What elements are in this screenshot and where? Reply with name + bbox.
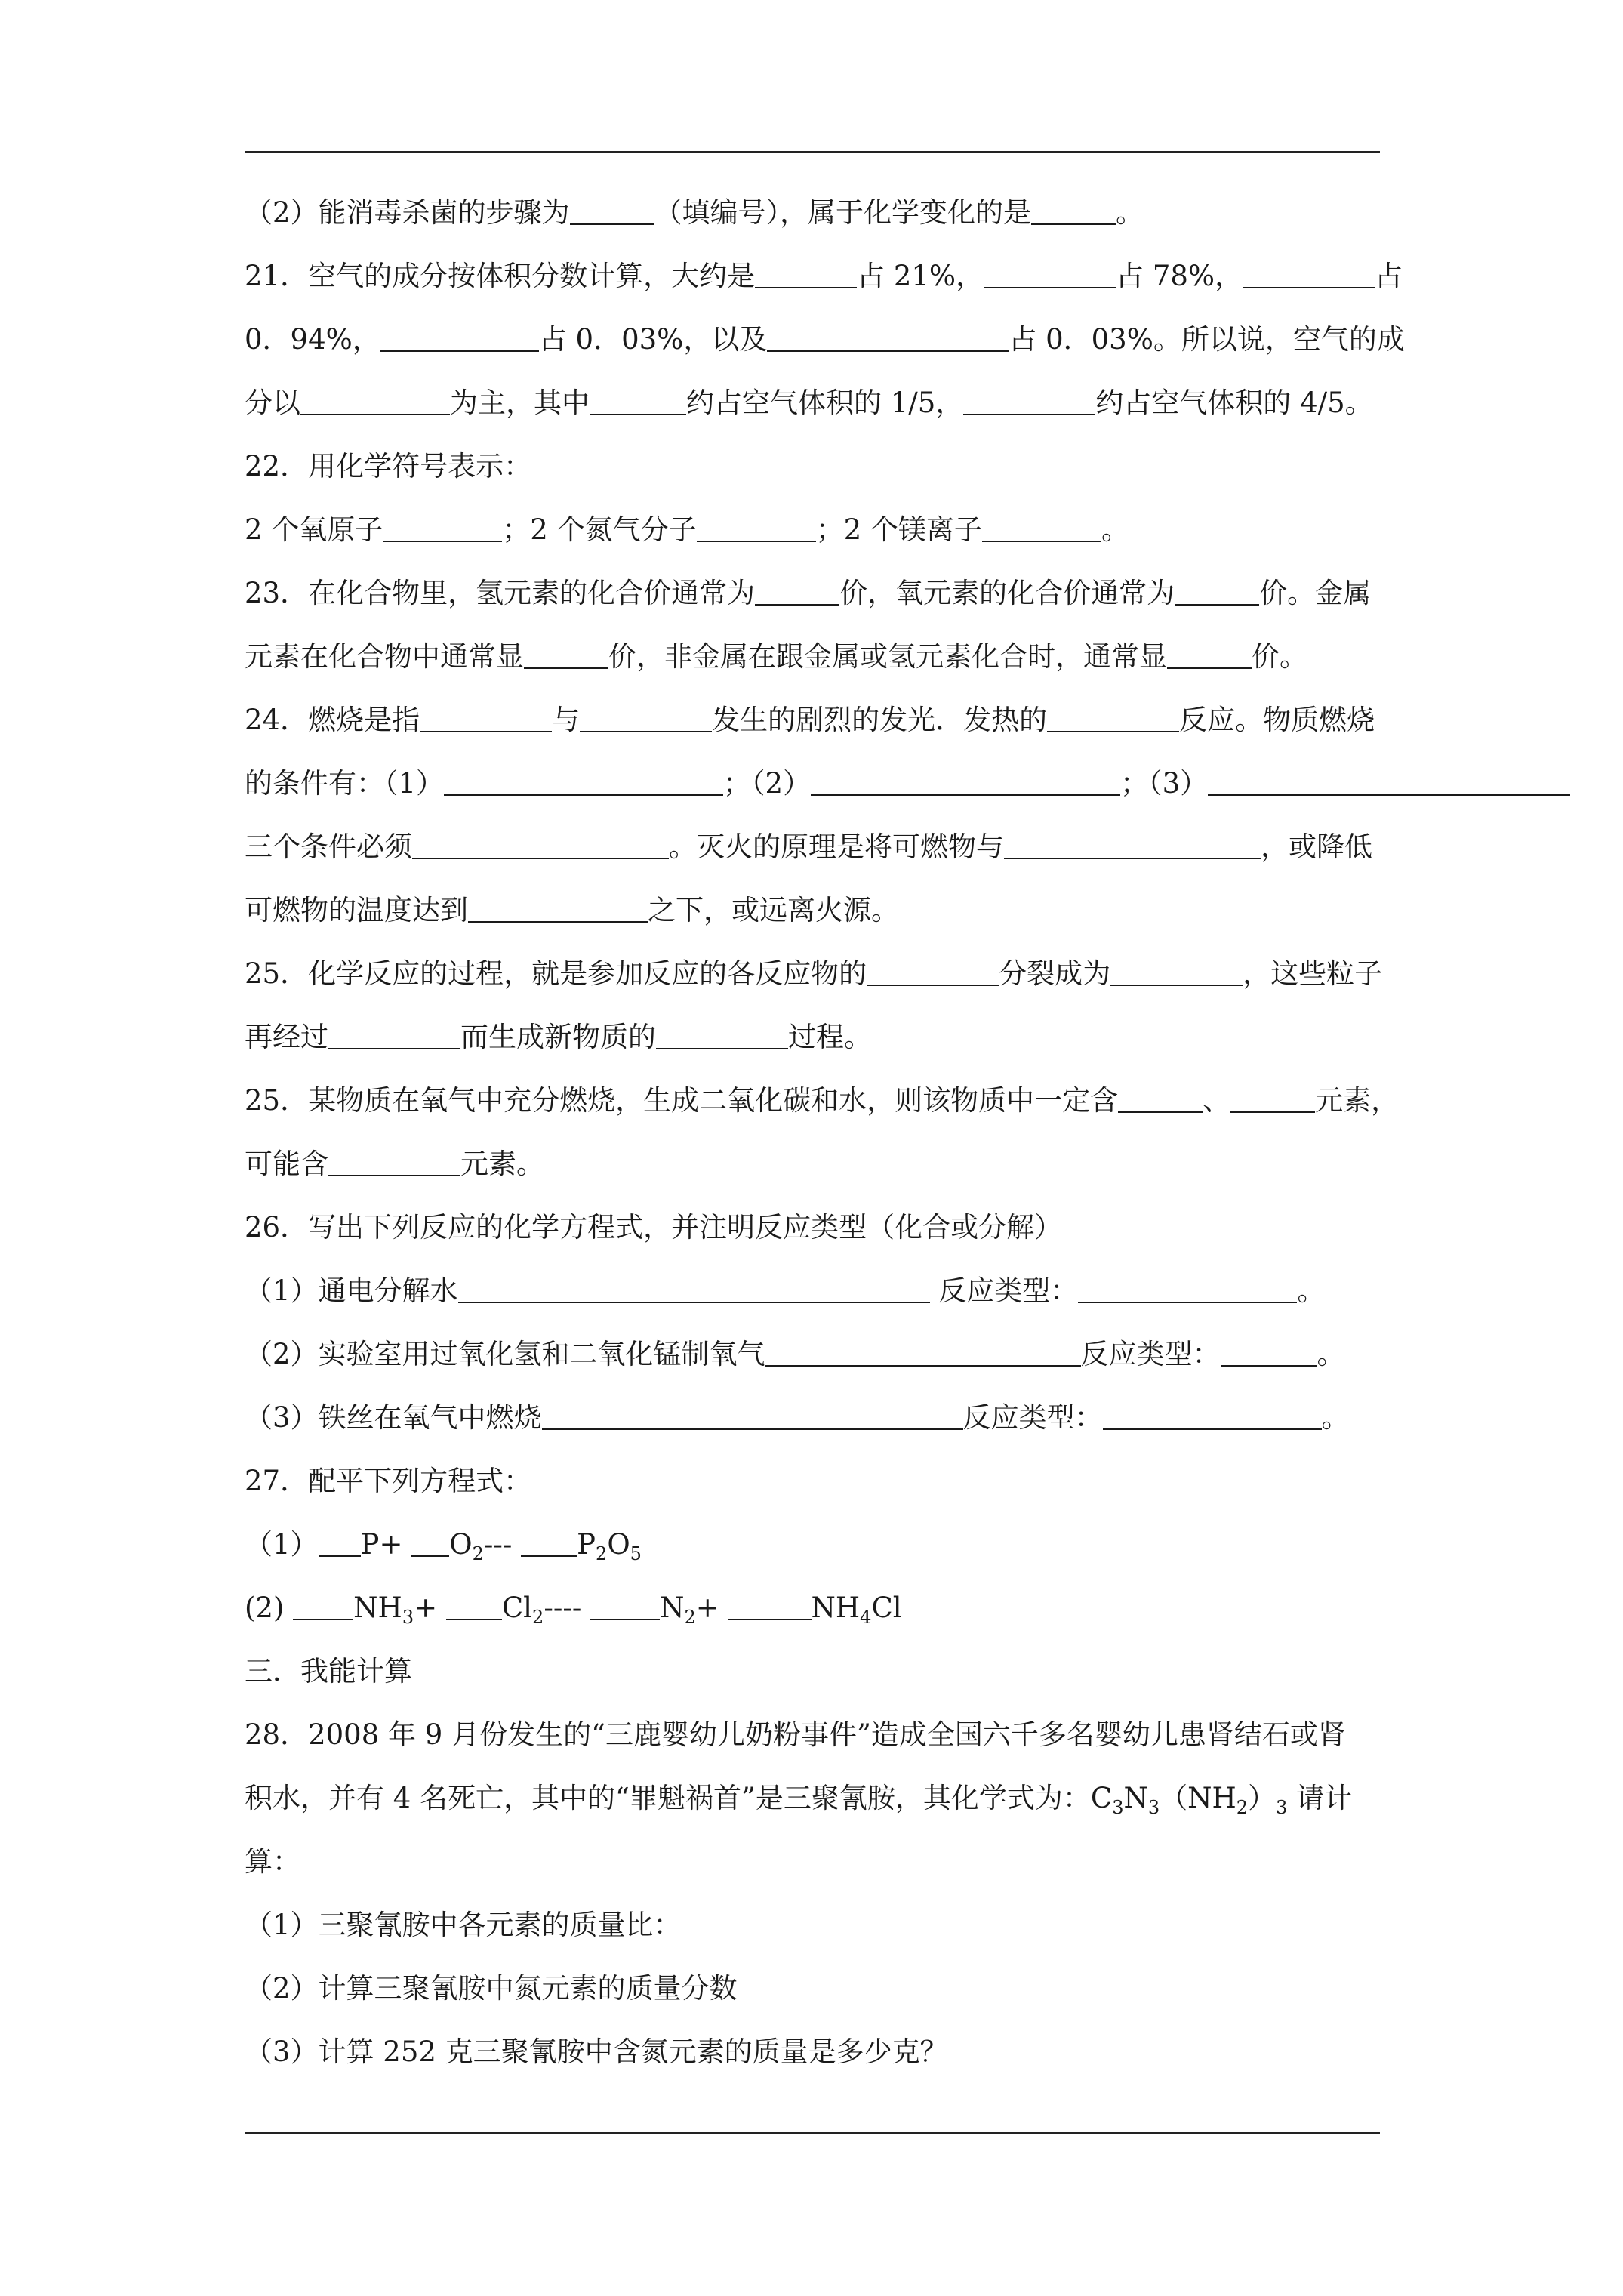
answer-blank: [542, 1401, 963, 1430]
document-line: [245, 879, 1603, 942]
text-run: 。: [1321, 1401, 1350, 1434]
answer-blank: [446, 1592, 502, 1620]
text-run: （1）: [245, 1528, 319, 1561]
answer-blank: [1118, 1084, 1203, 1113]
answer-blank: [765, 1338, 1081, 1367]
text-run: P: [577, 1528, 596, 1561]
text-run: 积水，并有 4 名死亡，其中的“罪魁祸首”是三聚氰胺，其化学式为：C: [245, 1782, 1113, 1814]
text-run: 的条件有：（1）: [245, 767, 445, 800]
document-line: [245, 1196, 1603, 1259]
answer-blank: [328, 1148, 460, 1176]
answer-blank: [1103, 1401, 1322, 1430]
text-run: 可能含: [245, 1148, 328, 1180]
document-line: [245, 1450, 1603, 1513]
text-run: （2）能消毒杀菌的步骤为: [245, 196, 570, 229]
document-line: [245, 689, 1603, 752]
answer-blank: [811, 767, 1120, 796]
answer-blank: [963, 387, 1095, 415]
text-run: O: [607, 1528, 630, 1561]
text-run: 而生成新物质的: [460, 1021, 656, 1053]
text-run: 分以: [245, 387, 300, 419]
answer-blank: [656, 1021, 788, 1049]
answer-blank: [1175, 577, 1259, 606]
text-run: 0．94%，: [245, 323, 380, 356]
text-run: ；（2）: [723, 767, 812, 800]
answer-blank: [755, 260, 857, 288]
answer-blank: [1221, 1338, 1317, 1367]
text-run: ；2 个镁离子: [815, 513, 982, 546]
document-line: [245, 181, 1603, 245]
text-run: （填编号），属于化学变化的是: [654, 196, 1032, 229]
text-run: ，这些粒子: [1243, 957, 1383, 990]
answer-blank: [328, 1021, 460, 1049]
text-run: 占 21%，: [857, 260, 984, 292]
text-run: （1）三聚氰胺中各元素的质量比：: [245, 1909, 682, 1941]
answer-blank: [458, 1274, 930, 1303]
document-line: [245, 1830, 1603, 1894]
answer-blank: [590, 1592, 660, 1620]
text-run: N: [660, 1592, 685, 1624]
document-line: [245, 1767, 1603, 1830]
text-run: ；2 个氮气分子: [502, 513, 697, 546]
answer-blank: [1078, 1274, 1297, 1303]
answer-blank: [524, 640, 608, 669]
text-run: ；（3）: [1120, 767, 1209, 800]
answer-blank: [1167, 640, 1252, 669]
subscript: 3: [1276, 1797, 1288, 1818]
text-run: 23．在化合物里，氢元素的化合价通常为: [245, 577, 756, 609]
answer-blank: [1110, 957, 1243, 986]
text-run: 为主，其中: [450, 387, 590, 419]
text-run: 21．空气的成分按体积分数计算，大约是: [245, 260, 756, 292]
text-run: 27．配平下列方程式：: [245, 1465, 532, 1497]
text-run: （NH: [1160, 1782, 1236, 1814]
text-run: （3）计算 252 克三聚氰胺中含氮元素的质量是多少克？: [245, 2036, 948, 2068]
text-run: 再经过: [245, 1021, 328, 1053]
document-line: [245, 942, 1603, 1006]
answer-blank: [1047, 704, 1179, 732]
subscript: 2: [684, 1607, 696, 1628]
document-line: [245, 1640, 1603, 1703]
answer-blank: [867, 957, 999, 986]
subscript: 4: [860, 1607, 872, 1628]
text-run: 。: [1116, 196, 1144, 229]
text-run: 28．2008 年 9 月份发生的“三鹿婴幼儿奶粉事件”造成全国六千多名婴幼儿患肾结石或肾: [245, 1718, 1346, 1751]
document-line: [245, 435, 1603, 498]
text-run: ，或降低: [1261, 831, 1372, 863]
text-run: 占 0．03%。所以说，空气的成: [1009, 323, 1405, 356]
text-run: 反应。物质燃烧: [1179, 704, 1375, 736]
text-run: (2): [245, 1592, 294, 1624]
document-line: [245, 371, 1603, 435]
text-run: ----: [544, 1592, 591, 1624]
text-run: 反应类型：: [1080, 1338, 1221, 1370]
answer-blank: [444, 767, 723, 796]
document-line: [245, 1323, 1603, 1386]
answer-blank: [570, 196, 654, 225]
text-run: 约占空气体积的 4/5。: [1095, 387, 1373, 419]
text-run: 算：: [245, 1845, 300, 1878]
answer-blank: [521, 1528, 577, 1557]
text-run: 。: [1317, 1338, 1345, 1370]
text-run: 。灭火的原理是将可燃物与: [669, 831, 1004, 863]
text-run: 请计: [1287, 1782, 1353, 1814]
answer-blank: [580, 704, 712, 732]
text-run: 22．用化学符号表示：: [245, 450, 532, 482]
answer-blank: [728, 1592, 812, 1620]
subscript: 3: [402, 1607, 414, 1628]
document-line: [245, 1069, 1603, 1133]
text-run: 三个条件必须: [245, 831, 412, 863]
document-line: [245, 1259, 1603, 1323]
answer-blank: [1004, 831, 1261, 859]
document-line: [245, 1133, 1603, 1196]
footer-rule: [245, 2132, 1380, 2134]
text-run: 24．燃烧是指: [245, 704, 420, 736]
text-run: N: [1123, 1782, 1148, 1814]
text-run: NH: [811, 1592, 861, 1624]
text-run: P+: [360, 1528, 412, 1561]
document-body: [245, 181, 1603, 2084]
text-run: 25．化学反应的过程，就是参加反应的各反应物的: [245, 957, 867, 990]
text-run: 元素，: [1315, 1084, 1400, 1117]
text-run: 2 个氧原子: [245, 513, 383, 546]
text-run: （1）通电分解水: [245, 1274, 458, 1307]
text-run: 。: [1101, 513, 1129, 546]
text-run: 占 0．03%，以及: [538, 323, 768, 356]
answer-blank: [1031, 196, 1116, 225]
answer-blank: [984, 260, 1116, 288]
document-line: [245, 1703, 1603, 1767]
subscript: 2: [472, 1543, 484, 1564]
text-run: 反应类型：: [929, 1274, 1079, 1307]
text-run: +: [695, 1592, 728, 1624]
document-line: [245, 1513, 1603, 1576]
text-run: 价。金属: [1259, 577, 1372, 609]
text-run: 约占空气体积的 1/5，: [686, 387, 964, 419]
text-run: 之下，或远离火源。: [648, 894, 899, 926]
answer-blank: [411, 1528, 449, 1557]
text-run: NH: [353, 1592, 402, 1624]
answer-blank: [755, 577, 839, 606]
text-run: +: [414, 1592, 446, 1624]
answer-blank: [383, 513, 502, 542]
text-run: 、: [1203, 1084, 1231, 1117]
text-run: （3）铁丝在氧气中燃烧: [245, 1401, 542, 1434]
document-line: [245, 752, 1603, 815]
document-line: [245, 2020, 1603, 2084]
text-run: ---: [483, 1528, 522, 1561]
answer-blank: [697, 513, 816, 542]
header-rule: [245, 151, 1380, 153]
text-run: 三．我能计算: [245, 1655, 412, 1687]
text-run: 反应类型：: [962, 1401, 1103, 1434]
text-run: 价，非金属在跟金属或氢元素化合时，通常显: [608, 640, 1167, 673]
text-run: 价，氧元素的化合价通常为: [839, 577, 1175, 609]
document-line: [245, 1576, 1603, 1640]
text-run: 与: [552, 704, 581, 736]
document-line: [245, 625, 1603, 689]
answer-blank: [319, 1528, 361, 1557]
subscript: 5: [630, 1543, 642, 1564]
subscript: 3: [1112, 1797, 1124, 1818]
text-run: 25．某物质在氧气中充分燃烧，生成二氧化碳和水，则该物质中一定含: [245, 1084, 1119, 1117]
document-line: [245, 1006, 1603, 1069]
answer-blank: [590, 387, 686, 415]
text-run: 。: [1297, 1274, 1326, 1307]
answer-blank: [1208, 767, 1570, 796]
document-line: [245, 1957, 1603, 2020]
document-line: [245, 1386, 1603, 1450]
text-run: ）: [1248, 1782, 1277, 1814]
text-run: 26．写出下列反应的化学方程式，并注明反应类型（化合或分解）: [245, 1211, 1063, 1244]
answer-blank: [1230, 1084, 1315, 1113]
text-run: 分裂成为: [999, 957, 1111, 990]
answer-blank: [300, 387, 450, 415]
text-run: 元素。: [460, 1148, 544, 1180]
text-run: （2）实验室用过氧化氢和二氧化锰制氧气: [245, 1338, 765, 1370]
subscript: 2: [596, 1543, 608, 1564]
answer-blank: [767, 323, 1009, 352]
answer-blank: [982, 513, 1101, 542]
document-line: [245, 245, 1603, 308]
subscript: 3: [1147, 1797, 1160, 1818]
answer-blank: [380, 323, 539, 352]
text-run: 过程。: [788, 1021, 872, 1053]
subscript: 2: [1236, 1797, 1249, 1818]
answer-blank: [420, 704, 552, 732]
text-run: 价。: [1252, 640, 1307, 673]
document-line: [245, 1894, 1603, 1957]
answer-blank: [1243, 260, 1375, 288]
text-run: （2）计算三聚氰胺中氮元素的质量分数: [245, 1972, 738, 2005]
document-line: [245, 308, 1603, 371]
text-run: Cl: [871, 1592, 902, 1624]
text-run: 占: [1375, 260, 1403, 292]
text-run: 发生的剧烈的发光．发热的: [712, 704, 1048, 736]
answer-blank: [468, 894, 648, 923]
text-run: 可燃物的温度达到: [245, 894, 468, 926]
text-run: Cl: [501, 1592, 533, 1624]
text-run: O: [449, 1528, 473, 1561]
subscript: 2: [532, 1607, 544, 1628]
answer-blank: [412, 831, 669, 859]
document-line: [245, 562, 1603, 625]
text-run: 占 78%，: [1116, 260, 1243, 292]
answer-blank: [293, 1592, 353, 1620]
document-line: [245, 815, 1603, 879]
document-line: [245, 498, 1603, 562]
text-run: 元素在化合物中通常显: [245, 640, 524, 673]
